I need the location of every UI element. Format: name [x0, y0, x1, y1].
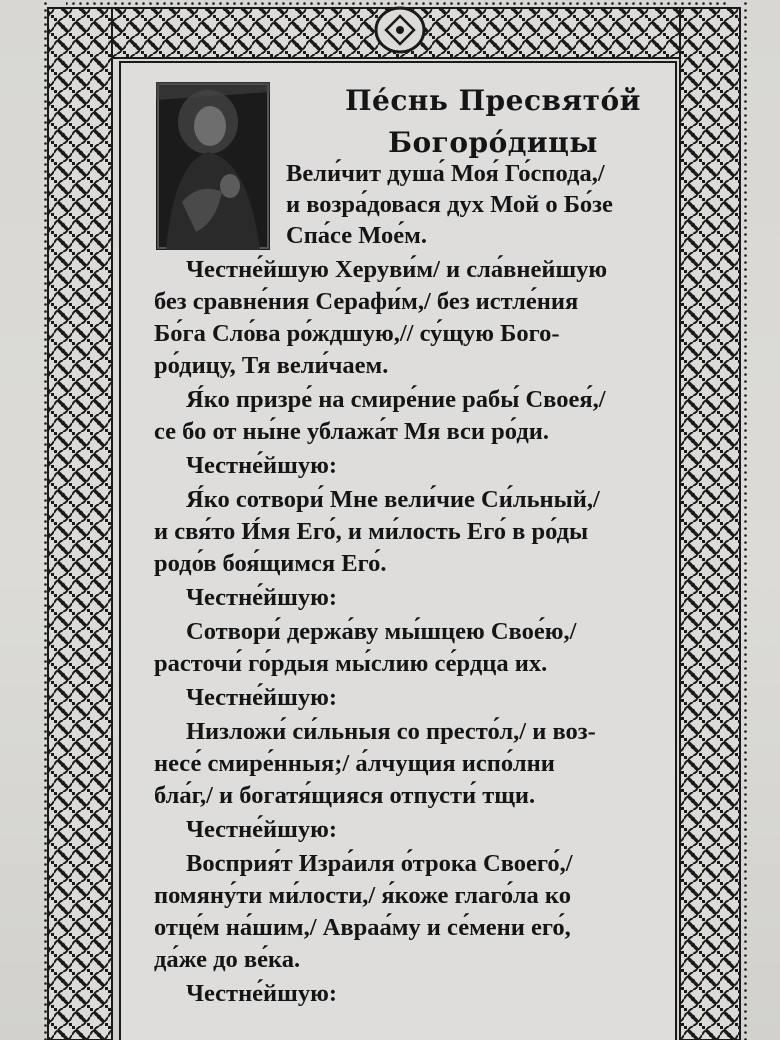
text-line: несе́ смире́нныя;/ а́лчущия испо́лни: [154, 750, 555, 777]
hymn-title: [278, 80, 708, 164]
text-area: [150, 70, 685, 1035]
text-line: Восприя́т Изра́иля о́трока Своего́,/: [186, 850, 573, 877]
text-line: и возра́довася дух Мой о Бо́зе: [286, 191, 613, 218]
refrain-line: Честне́йшую:: [186, 816, 337, 843]
text-line: родо́в боя́щимся Его́.: [154, 550, 387, 577]
text-line: ро́дицу, Тя вели́чаем.: [154, 352, 389, 379]
text-line: Сотвори́ держа́ву мы́шцею Свое́ю,/: [186, 618, 577, 645]
title-line: Пе́снь Пресвято́й: [345, 84, 641, 117]
text-line: без сравне́ния Серафи́м,/ без истле́ния: [154, 288, 579, 315]
text-line: Я́ко призре́ на смире́ние рабы́ Своея́,/: [186, 386, 606, 413]
refrain-line: Честне́йшую:: [186, 584, 337, 611]
text-line: Спа́се Мое́м.: [286, 222, 427, 249]
theotokos-icon-image: [156, 82, 270, 250]
text-line: отце́м на́шим,/ Авраа́му и се́мени его́,: [154, 914, 571, 941]
refrain-line: Честне́йшую:: [186, 980, 337, 1007]
text-line: се бо от ны́не ублажа́т Мя вси ро́ди.: [154, 418, 549, 445]
text-line: помяну́ти ми́лости,/ я́коже глаго́ла ко: [154, 882, 571, 909]
title-line: Богоро́дицы: [388, 126, 598, 159]
text-line: Вели́чит душа́ Моя́ Го́спода,/: [286, 160, 605, 187]
refrain-line: Честне́йшую:: [186, 684, 337, 711]
refrain-line: Честне́йшую:: [186, 452, 337, 479]
text-line: расточи́ го́рдыя мы́слию се́рдца их.: [154, 650, 548, 677]
text-line: Я́ко сотвори́ Мне вели́чие Си́льный,/: [186, 486, 600, 513]
text-line: бла́г,/ и богатя́щияся отпусти́ тщи.: [154, 782, 536, 809]
text-line: Низложи́ си́льныя со престо́л,/ и воз-: [186, 718, 596, 745]
text-line: да́же до ве́ка.: [154, 946, 301, 973]
text-line: Бо́га Сло́ва ро́ждшую,// су́щую Бого-: [154, 320, 560, 347]
text-line: Честне́йшую Херуви́м/ и сла́внейшую: [186, 256, 608, 283]
text-line: и свя́то И́мя Его́, и ми́лость Его́ в ро́ды: [154, 518, 589, 545]
